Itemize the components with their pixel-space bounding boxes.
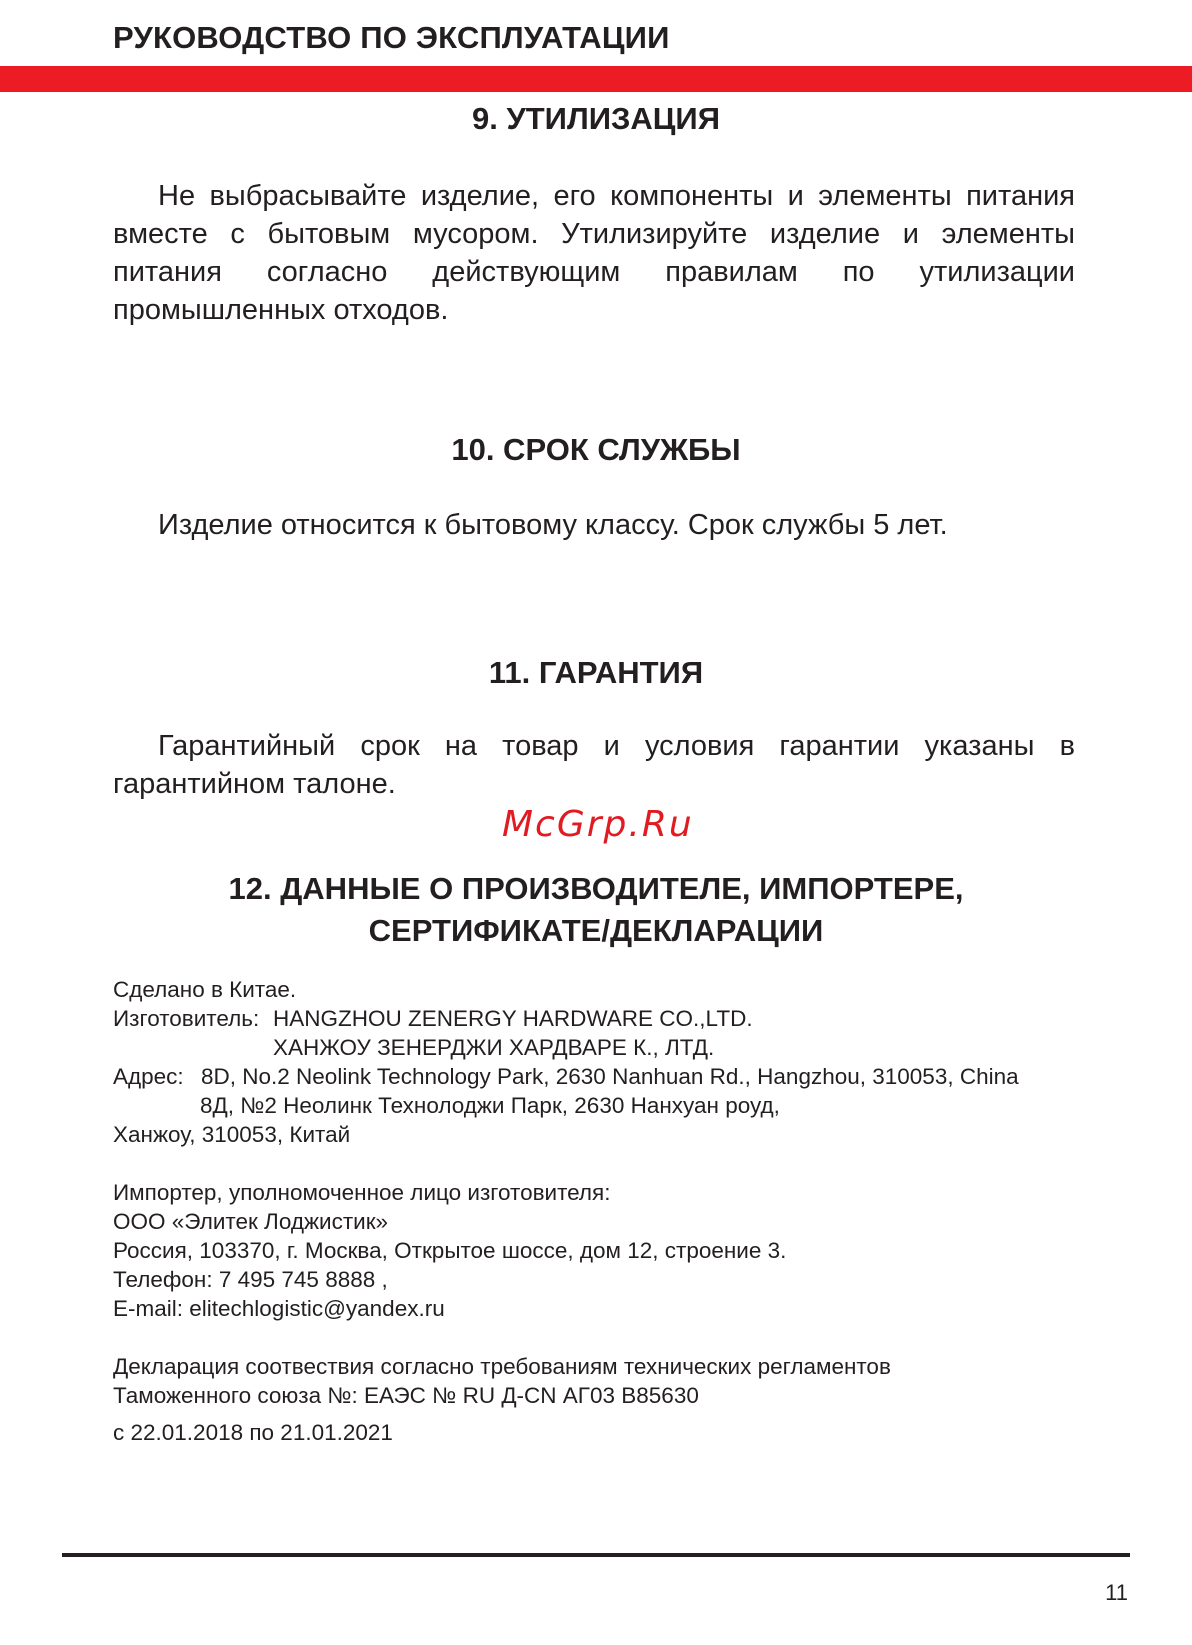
section-disposal-heading: 9. УТИЛИЗАЦИЯ — [471, 101, 720, 136]
footer-divider — [62, 1553, 1130, 1557]
address-en: 8D, No.2 Neolink Technology Park, 2630 Nanhuan Rd., Hangzhou, 310053, China — [201, 1064, 1019, 1089]
importer-address: Россия, 103370, г. Москва, Открытое шоссе, дом 12, строение 3. — [113, 1238, 787, 1263]
address-label: Адрес: — [113, 1064, 184, 1089]
warranty-paragraph: Гарантийный срок на товар и условия гарантии указаны в гарантийном талоне. — [113, 730, 1075, 800]
manual-header-title: РУКОВОДСТВО ПО ЭКСПЛУАТАЦИИ — [113, 20, 670, 55]
importer-name: ООО «Элитек Лоджистик» — [113, 1209, 389, 1234]
made-in-text: Сделано в Китае. — [113, 977, 297, 1002]
importer-label: Импортер, уполномоченное лицо изготовителя: — [113, 1180, 611, 1205]
section-disposal-text — [113, 177, 1075, 329]
section-warranty-text — [113, 727, 1075, 803]
declaration-line2: Таможенного союза №: ЕАЭС № RU Д-CN АГ03 В85630 — [113, 1383, 699, 1408]
section-lifetime-text — [113, 506, 1075, 544]
manufacturer-name-ru: ХАНЖОУ ЗЕНЕРДЖИ ХАРДВАРЕ К., ЛТД. — [273, 1035, 715, 1060]
section-lifetime-heading: 10. СРОК СЛУЖБЫ — [451, 432, 741, 467]
address-ru-line1: 8Д, №2 Неолинк Технолоджи Парк, 2630 Нанхуан роуд, — [200, 1093, 780, 1118]
section-warranty-heading: 11. ГАРАНТИЯ — [488, 655, 704, 690]
section-manufacturer-heading-line1: 12. ДАННЫЕ О ПРОИЗВОДИТЕЛЕ, ИМПОРТЕРЕ, — [228, 871, 964, 906]
disposal-paragraph: Не выбрасывайте изделие, его компоненты и элементы питания вместе с бытовым мусором. Утилизируйте изделие и элементы питания согласно действующим правилам по утилизации промышленных отходов. — [113, 180, 1075, 326]
lifetime-paragraph: Изделие относится к бытовому классу. Срок службы 5 лет. — [158, 509, 948, 541]
section-manufacturer-heading-line2: СЕРТИФИКАТЕ/ДЕКЛАРАЦИИ — [368, 913, 824, 948]
watermark-logo: McGrp.Ru — [502, 804, 694, 845]
manufacturer-name-en: HANGZHOU ZENERGY HARDWARE CO.,LTD. — [273, 1006, 753, 1031]
importer-email: E-mail: elitechlogistic@yandex.ru — [113, 1296, 445, 1321]
importer-phone: Телефон: 7 495 745 8888 , — [113, 1267, 388, 1292]
declaration-validity: с 22.01.2018 по 21.01.2021 — [113, 1420, 393, 1445]
manufacturer-label: Изготовитель: — [113, 1006, 260, 1031]
page-number: 11 — [1105, 1580, 1128, 1605]
declaration-line1: Декларация соотвествия согласно требованиям технических регламентов — [113, 1354, 891, 1379]
header-red-bar — [0, 66, 1192, 92]
address-ru-line2: Ханжоу, 310053, Китай — [113, 1122, 351, 1147]
